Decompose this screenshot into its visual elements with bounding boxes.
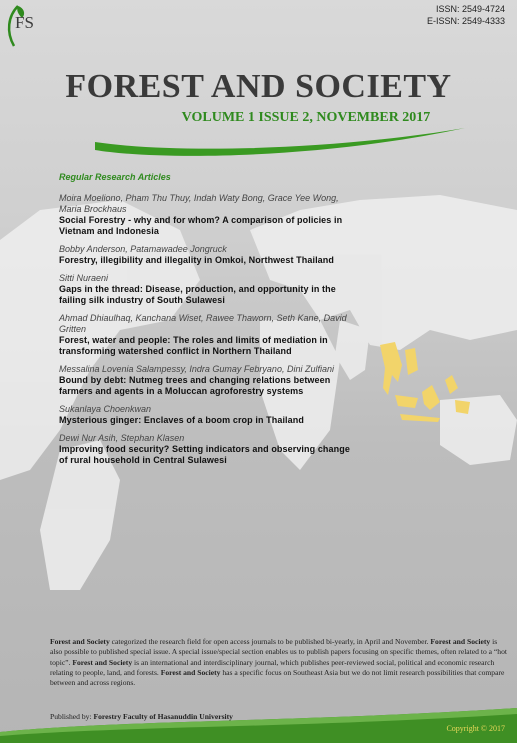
section-heading: Regular Research Articles xyxy=(59,172,171,182)
journal-name: Forest and Society xyxy=(160,667,221,677)
article-title[interactable]: Improving food security? Setting indicators and observing change of rural household in Central Sulawesi xyxy=(59,444,350,465)
article-title[interactable]: Bound by debt: Nutmeg trees and changing relations between farmers and agents in a Moluccan agroforestry systems xyxy=(59,375,331,396)
article-authors: Ahmad Dhiaulhaq, Kanchana Wiset, Rawee Thaworn, Seth Kane, David Gritten xyxy=(59,313,347,334)
article-authors: Bobby Anderson, Patamawadee Jongruck xyxy=(59,244,227,254)
journal-title: FOREST AND SOCIETY xyxy=(65,68,452,105)
southeast-asia-highlight xyxy=(380,342,470,422)
article-authors: Sitti Nuraeni xyxy=(59,273,109,283)
article-authors: Messalina Lovenia Salampessy, Indra Gumay Febryano, Dini Zulfiani xyxy=(59,364,334,374)
publisher-line xyxy=(50,712,233,721)
journal-name: Forest and Society xyxy=(72,657,133,667)
article-authors: Dewi Nur Asih, Stephan Klasen xyxy=(59,433,185,443)
article-authors: Sukanlaya Choenkwan xyxy=(59,404,152,414)
copyright: Copyright © 2017 xyxy=(446,724,505,733)
publisher-name: Forestry Faculty of Hasanuddin University xyxy=(93,712,233,721)
article-item xyxy=(59,364,359,397)
bottom-green-swoosh xyxy=(0,702,517,743)
article-title[interactable]: Social Forestry - why and for whom? A comparison of policies in Vietnam and Indonesia xyxy=(59,215,343,236)
description-text: is an international and interdisciplinary journal, which publishes peer-reviewed social, political and economic research relating to people, land, and forests. xyxy=(50,657,495,677)
article-item xyxy=(59,433,359,466)
article-item xyxy=(59,404,359,426)
journal-name: Forest and Society xyxy=(50,637,110,646)
description-text: is also possible to published special issue. A special issue/special section enables us to publish papers focusing on specific themes, often related to a “hot topic”. xyxy=(50,637,507,667)
journal-name: Forest and Society xyxy=(430,637,491,646)
article-list xyxy=(59,193,359,473)
volume-issue: VOLUME 1 ISSUE 2, NOVEMBER 2017 xyxy=(181,110,431,125)
journal-description xyxy=(50,637,510,688)
article-item xyxy=(59,273,359,306)
article-item xyxy=(59,244,359,266)
issn-block xyxy=(427,3,505,27)
description-text: has a specific focus on Southeast Asia but we do not limit research possibilities that compare between and across regions. xyxy=(50,667,505,688)
description-text: categorized the research field for open access journals to be published bi-yearly, in April and November. xyxy=(109,637,431,646)
article-title[interactable]: Forestry, illegibility and illegality in Omkoi, Northwest Thailand xyxy=(59,255,334,265)
logo-text: FS xyxy=(15,13,34,32)
article-authors: Moira Moeliono, Pham Thu Thuy, Indah Waty Bong, Grace Yee Wong, Maria Brockhaus xyxy=(59,193,339,214)
article-item xyxy=(59,193,359,237)
article-title[interactable]: Gaps in the thread: Disease, production, and opportunity in the failing silk industry of South Sulawesi xyxy=(59,284,336,305)
article-title[interactable]: Forest, water and people: The roles and limits of mediation in transforming watershed conflict in Northern Thailand xyxy=(59,335,328,356)
issn: ISSN: 2549-4724 xyxy=(435,4,505,14)
article-item xyxy=(59,313,359,357)
publisher-label: Published by: xyxy=(50,712,94,721)
green-swoosh xyxy=(95,120,465,160)
article-title[interactable]: Mysterious ginger: Enclaves of a boom crop in Thailand xyxy=(59,415,304,425)
eissn: E-ISSN: 2549-4333 xyxy=(426,16,505,26)
